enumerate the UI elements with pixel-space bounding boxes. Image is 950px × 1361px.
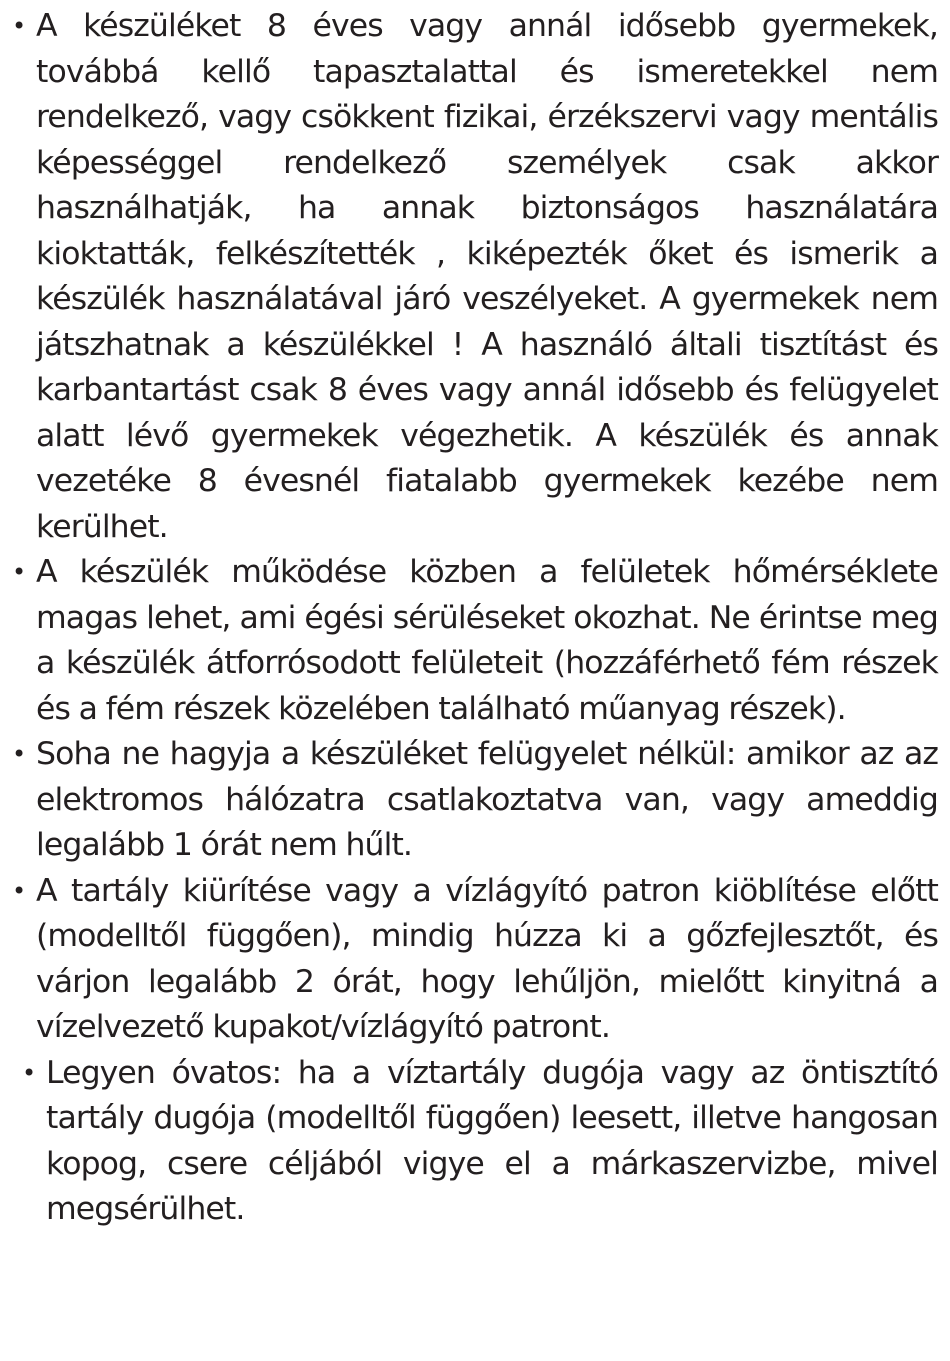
safety-item-text: Legyen óvatos: ha a víztartály dugója vagy az öntisztító tartály dugója (modelltől függően) leesett, illetve hangosan kopog, csere céljából vigye el a márkaszervizbe, mivel megsérülhet. (46, 1054, 938, 1227)
bullet-icon: • (22, 1058, 36, 1087)
safety-item-hot-surfaces (12, 550, 938, 732)
safety-instructions-list (12, 4, 938, 1233)
safety-item-children-supervision (12, 4, 938, 550)
safety-item-text: Soha ne hagyja a készüléket felügyelet nélkül: amikor az az elektromos hálózatra csatlakoztatva van, vagy ameddig legalább 1 órát nem hűlt. (36, 736, 938, 863)
bullet-icon: • (12, 740, 26, 768)
bullet-icon: • (12, 12, 26, 40)
safety-item-emptying-tank (12, 869, 938, 1051)
safety-item-text: A tartály kiürítése vagy a vízlágyító patron kiöblítése előtt (modelltől függően), mindig húzza ki a gőzfejlesztőt, és várjon legalább 2 órát, hogy lehűljön, mielőtt kinyitná a vízelvezető kupakot/vízlágyító patront. (36, 872, 938, 1045)
bullet-icon: • (12, 876, 26, 905)
safety-item-never-unattended (12, 732, 938, 869)
safety-item-cap-caution (12, 1051, 938, 1233)
bullet-icon: • (12, 558, 26, 586)
safety-item-text: A készülék működése közben a felületek hőmérséklete magas lehet, ami égési sérüléseket okozhat. Ne érintse meg a készülék átforrósodott felületeit (hozzáférhető fém részek és a fém részek közelében található műanyag részek). (36, 554, 938, 727)
safety-item-text: A készüléket 8 éves vagy annál idősebb gyermekek, továbbá kellő tapasztalattal és ismeretekkel nem rendelkező, vagy csökkent fizikai, érzékszervi vagy mentális képességgel rendelkező személyek csak akkor használhatják, ha annak biztonságos használatára kioktatták, felkészítették , kiképezték őket és ismerik a készülék használatával járó veszélyeket. A gyermekek nem játszhatnak a készülékkel ! A használó általi tisztítást és karbantartást csak 8 éves vagy annál idősebb és felügyelet alatt lévő gyermekek végezhetik. A készülék és annak vezetéke 8 évesnél fiatalabb gyermekek kezébe nem kerülhet. (36, 8, 938, 545)
